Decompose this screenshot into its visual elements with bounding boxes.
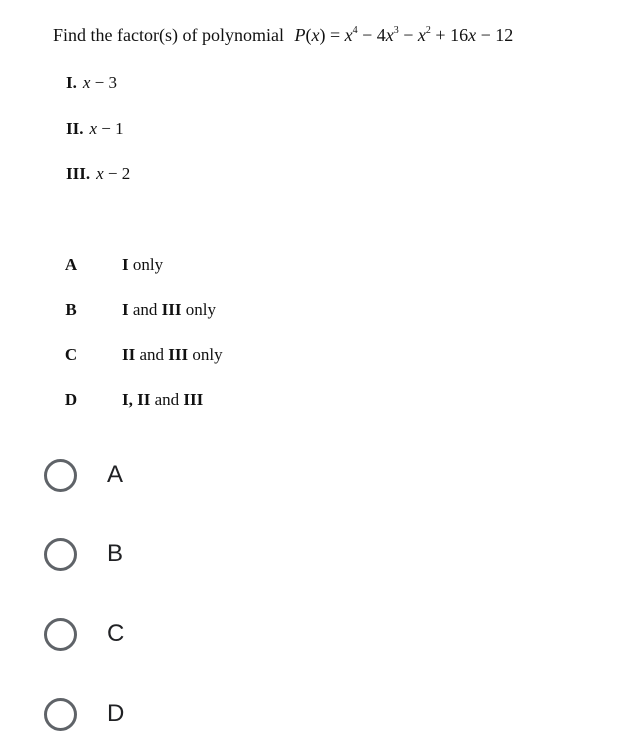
statement-1	[66, 73, 117, 93]
choice-text	[122, 300, 216, 320]
answer-option-b[interactable]	[44, 534, 123, 574]
choice-letter: C	[64, 345, 78, 364]
statement-3	[66, 164, 130, 184]
exponent-2: 2	[425, 25, 431, 36]
choice-bold-part: I, II	[122, 390, 151, 409]
answer-option-d[interactable]	[44, 694, 124, 734]
paren-close: )	[319, 25, 326, 45]
answer-option-label[interactable]: B	[107, 540, 124, 567]
polynomial-expression	[294, 25, 513, 45]
choice-mid: and	[135, 345, 169, 364]
radio-unchecked-icon[interactable]	[44, 459, 77, 492]
answer-option-a[interactable]	[44, 455, 123, 495]
choice-bold-part: III	[161, 300, 182, 319]
answer-option-label[interactable]: D	[107, 700, 125, 727]
choice-rest: only	[181, 300, 217, 319]
operator-minus: −	[398, 25, 418, 45]
exponent-4: 4	[352, 25, 358, 36]
coefficient-minus-4: − 4	[357, 25, 386, 45]
radio-unchecked-icon[interactable]	[44, 618, 77, 651]
statement-2	[66, 119, 124, 139]
statement-constant: − 3	[90, 73, 118, 92]
coefficient-plus-16: + 16	[430, 25, 469, 45]
answer-option-c[interactable]	[44, 614, 124, 654]
statement-variable: x	[96, 164, 104, 183]
choice-mid: and	[150, 390, 184, 409]
function-variable: x	[311, 25, 320, 45]
choice-letter: D	[64, 390, 78, 409]
paren-open: (	[305, 25, 312, 45]
function-name: P	[294, 25, 306, 45]
statement-variable: x	[89, 119, 98, 138]
choice-rest: only	[188, 345, 223, 364]
choice-bold-part: I	[122, 300, 129, 319]
statement-variable: x	[82, 73, 91, 92]
statement-numeral: III.	[66, 164, 91, 183]
choice-bold-part: II	[122, 345, 136, 364]
statement-numeral: I.	[66, 73, 77, 92]
term-x: x	[468, 25, 477, 45]
term-x3: x	[385, 25, 394, 45]
question-prompt	[53, 18, 513, 48]
statement-expression	[83, 73, 117, 92]
constant-minus-12: − 12	[476, 25, 514, 45]
choice-text	[122, 345, 223, 365]
term-x4: x	[344, 25, 353, 45]
equals-sign: =	[325, 25, 345, 45]
choice-letter: B	[65, 300, 77, 319]
choice-bold-part: III	[168, 345, 189, 364]
statement-constant: − 1	[97, 119, 124, 138]
statement-expression	[89, 119, 123, 138]
statement-numeral: II.	[66, 119, 84, 138]
question-text: Find the factor(s) of polynomial	[53, 25, 284, 45]
answer-option-label[interactable]: C	[107, 620, 125, 647]
choice-text	[122, 390, 203, 410]
term-x2: x	[417, 25, 426, 45]
choice-bold-part: I	[122, 255, 129, 274]
answer-option-label[interactable]: A	[107, 461, 124, 488]
choice-bold-part: III	[183, 390, 204, 409]
choice-rest: only	[128, 255, 164, 274]
choice-text	[122, 255, 163, 275]
choice-letter: A	[64, 255, 78, 274]
choice-mid: and	[128, 300, 162, 319]
statement-constant: − 2	[103, 164, 131, 183]
exponent-3: 3	[393, 25, 399, 36]
statement-expression	[96, 164, 130, 183]
radio-unchecked-icon[interactable]	[44, 538, 77, 571]
radio-unchecked-icon[interactable]	[44, 698, 77, 731]
